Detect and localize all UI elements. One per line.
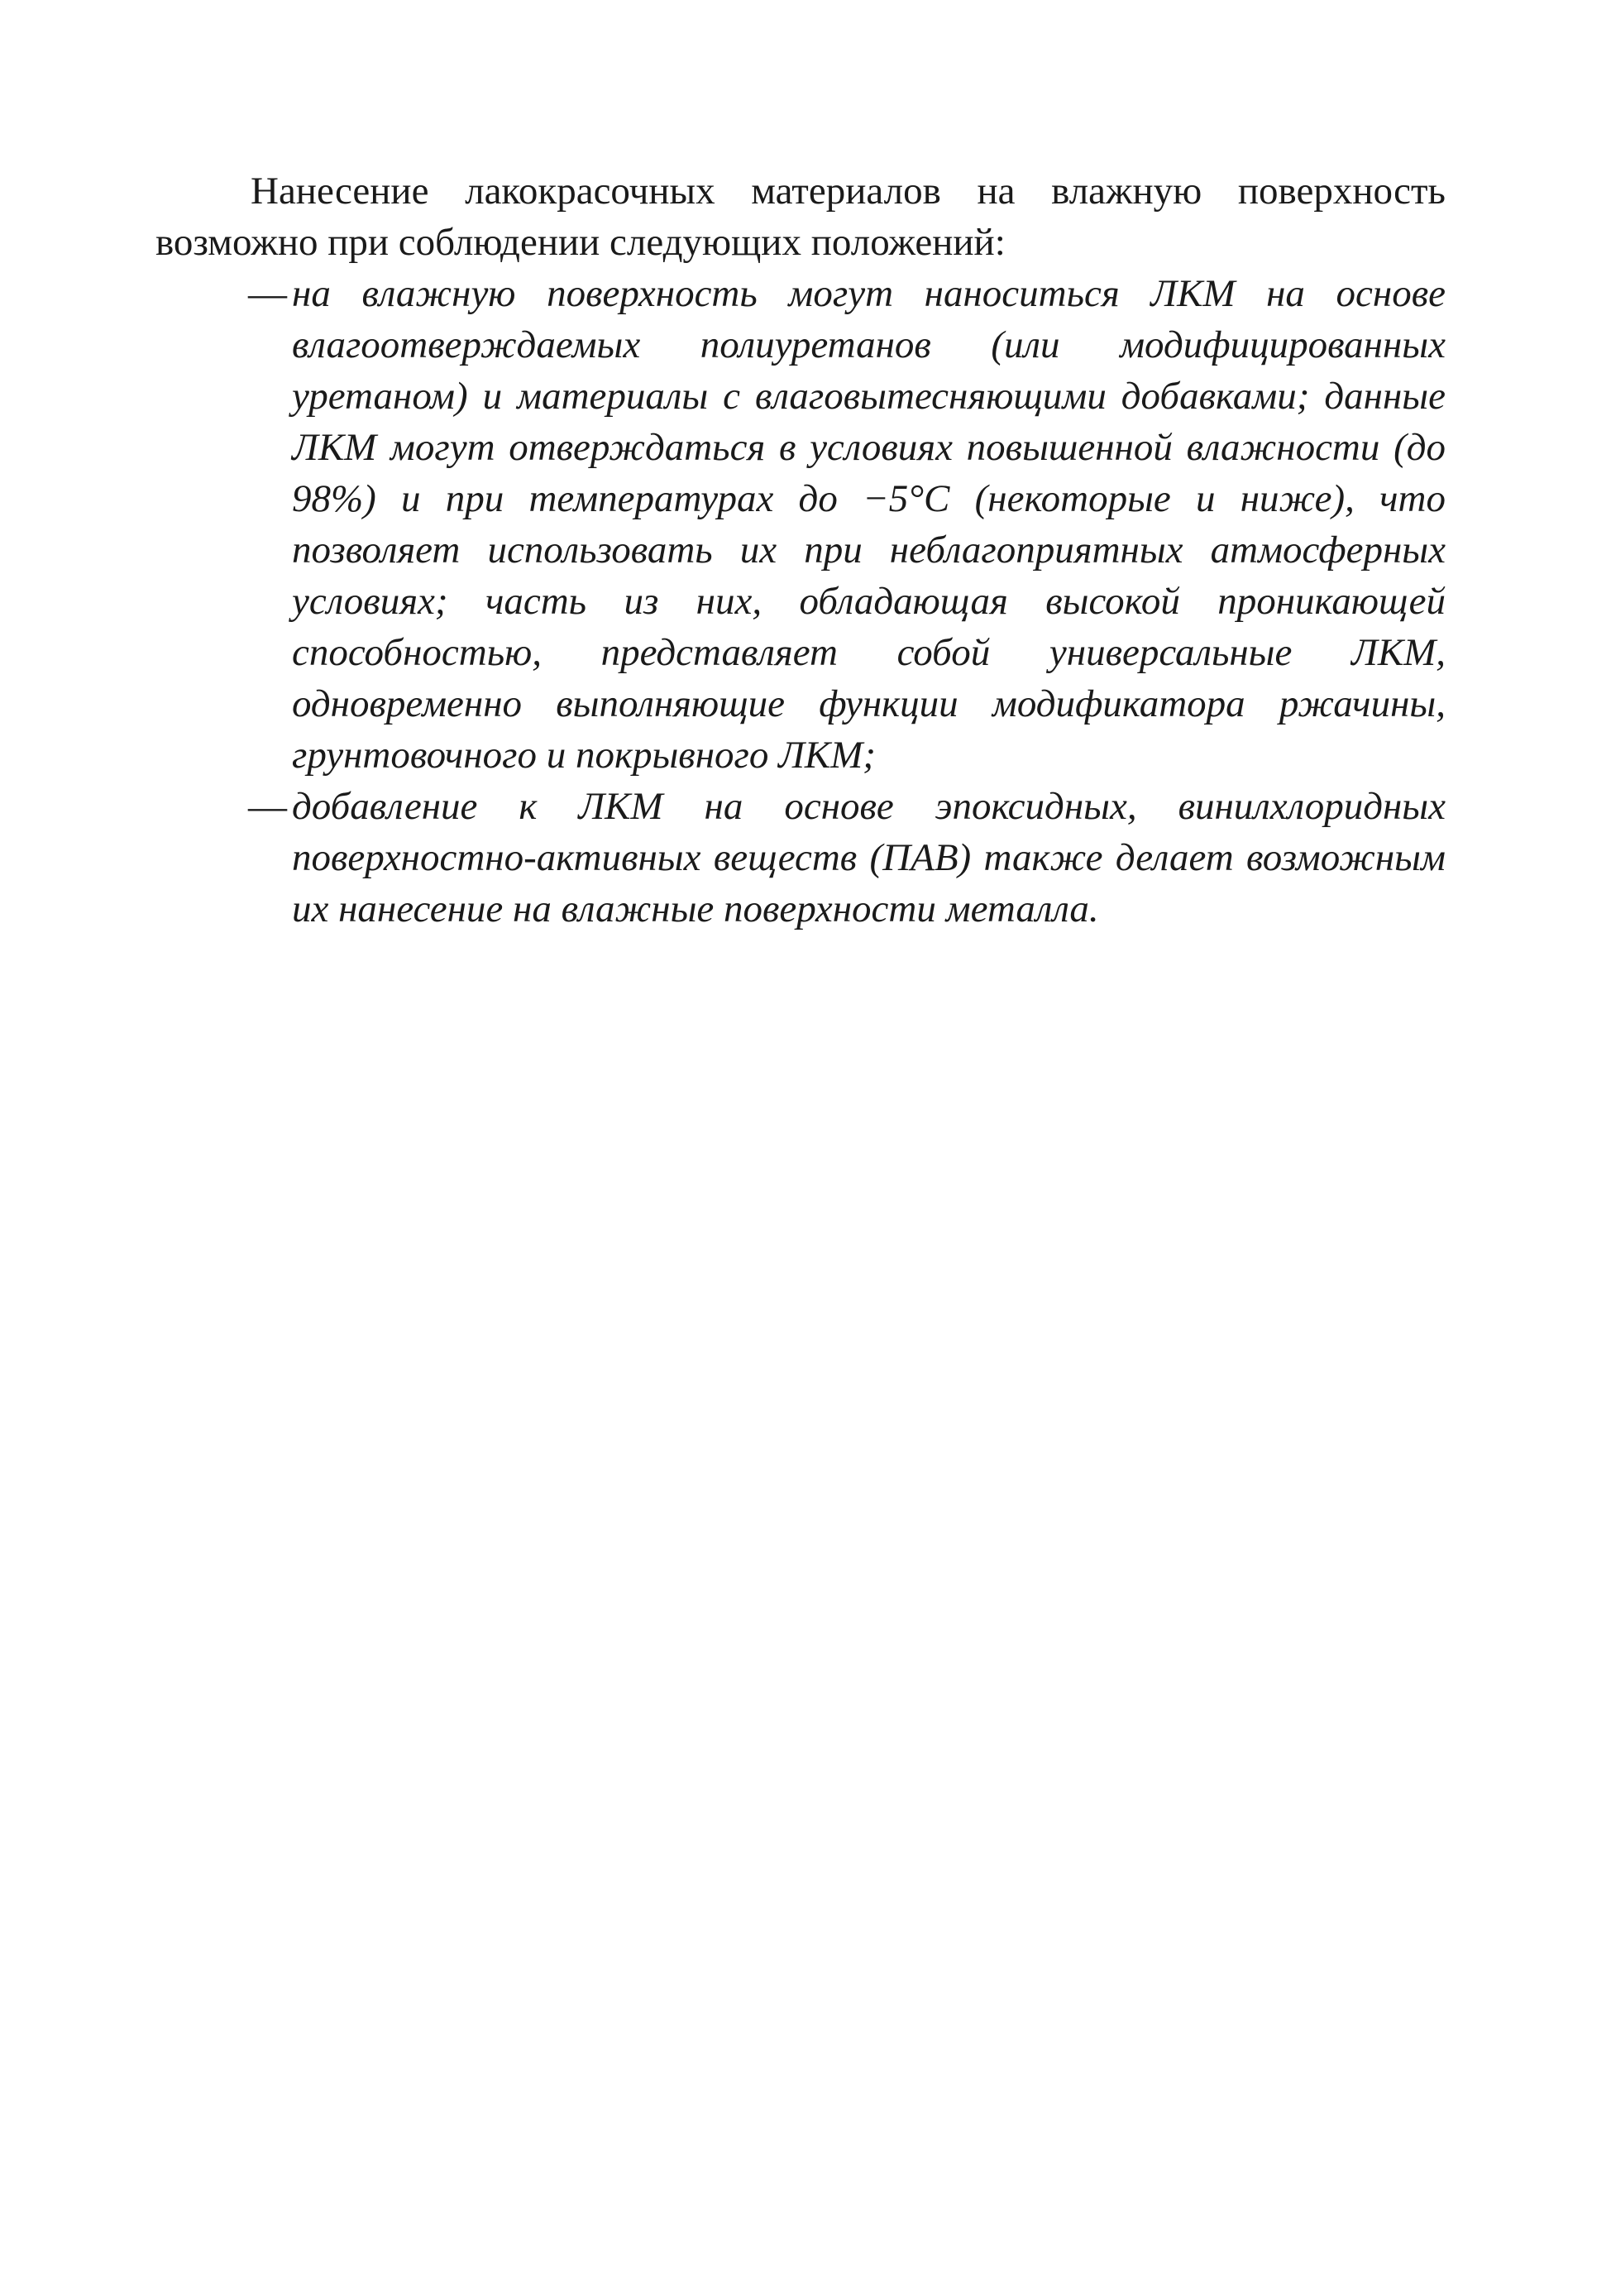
intro-paragraph: Нанесение лакокрасочных материалов на влажную поверхность возможно при соблюдении следующих положений: <box>155 170 1446 264</box>
list-item-text: добавление к ЛКМ на основе эпоксидных, винилхлоридных поверхностно-активных веществ (ПАВ) также делает возможным их нанесение на влажные поверхности металла. <box>292 785 1446 930</box>
dash-bullet-icon: — <box>248 785 287 828</box>
list-item <box>155 781 1446 935</box>
list-item <box>155 268 1446 781</box>
text-block <box>155 165 1446 935</box>
list-item-text: на влажную поверхность могут наноситься ЛКМ на основе влагоотверждаемых полиуретанов (или модифицированных уретаном) и материалы с влаговытесняющими добавками; данные ЛКМ могут отверждаться в условиях повышенной влажности (до 98%) и при температурах до −5°C (некоторые и ниже), что позволяет использовать их при неблагоприятных атмосферных условиях; часть из них, обладающая высокой проникающей способностью, представляет собой универсальные ЛКМ, одновременно выполняющие функции модификатора ржачины, грунтовочного и покрывного ЛКМ; <box>292 272 1446 777</box>
bullet-list <box>155 268 1446 935</box>
dash-bullet-icon: — <box>248 272 287 315</box>
